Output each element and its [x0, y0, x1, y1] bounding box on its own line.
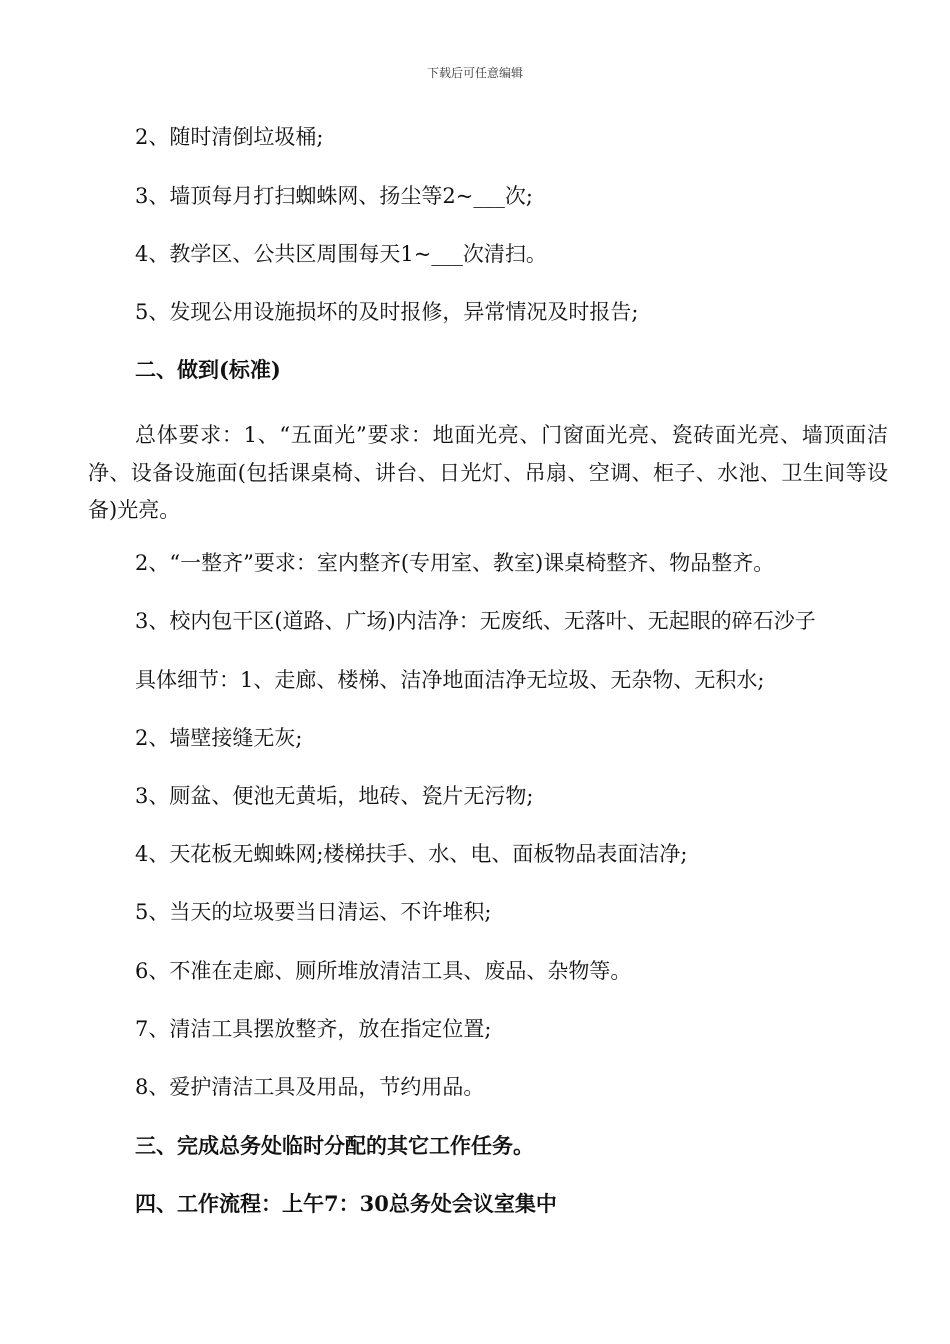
list-item: 7、清洁工具摆放整齐，放在指定位置;	[135, 1017, 492, 1041]
list-item: 具体细节：1、走廊、楼梯、洁净地面洁净无垃圾、无杂物、无积水;	[135, 668, 765, 692]
list-item: 2、随时清倒垃圾桶;	[135, 125, 324, 149]
list-item: 6、不准在走廊、厕所堆放清洁工具、废品、杂物等。	[135, 959, 632, 983]
list-item: 8、爱护清洁工具及用品，节约用品。	[135, 1075, 485, 1099]
section-heading: 二、做到(标准)	[135, 357, 281, 382]
list-item: 2、墙壁接缝无灰;	[135, 726, 303, 750]
list-item: 4、天花板无蜘蛛网;楼梯扶手、水、电、面板物品表面洁净;	[135, 842, 688, 866]
paragraph: 总体要求：1、“五面光”要求：地面光亮、门窗面光亮、瓷砖面光亮、墙顶面洁净、设备设施面(包括课桌椅、讲台、日光灯、吊扇、空调、柜子、水池、卫生间等设备)光亮。	[88, 423, 888, 522]
list-item: 2、“一整齐”要求：室内整齐(专用室、教室)课桌椅整齐、物品整齐。	[135, 551, 775, 575]
list-item: 5、当天的垃圾要当日清运、不许堆积;	[135, 900, 492, 924]
page-header: 下载后可任意编辑	[426, 66, 523, 80]
list-item: 3、厕盆、便池无黄垢，地砖、瓷片无污物;	[135, 784, 534, 808]
section-heading: 三、完成总务处临时分配的其它工作任务。	[135, 1133, 534, 1158]
list-item: 3、校内包干区(道路、广场)内洁净：无废纸、无落叶、无起眼的碎石沙子	[135, 609, 816, 633]
list-item: 5、发现公用设施损坏的及时报修，异常情况及时报告;	[135, 300, 639, 324]
list-item: 3、墙顶每月打扫蜘蛛网、扬尘等2~___次;	[135, 184, 533, 208]
list-item: 4、教学区、公共区周围每天1~___次清扫。	[135, 242, 547, 266]
section-heading: 四、工作流程：上午7：30总务处会议室集中	[135, 1191, 557, 1216]
